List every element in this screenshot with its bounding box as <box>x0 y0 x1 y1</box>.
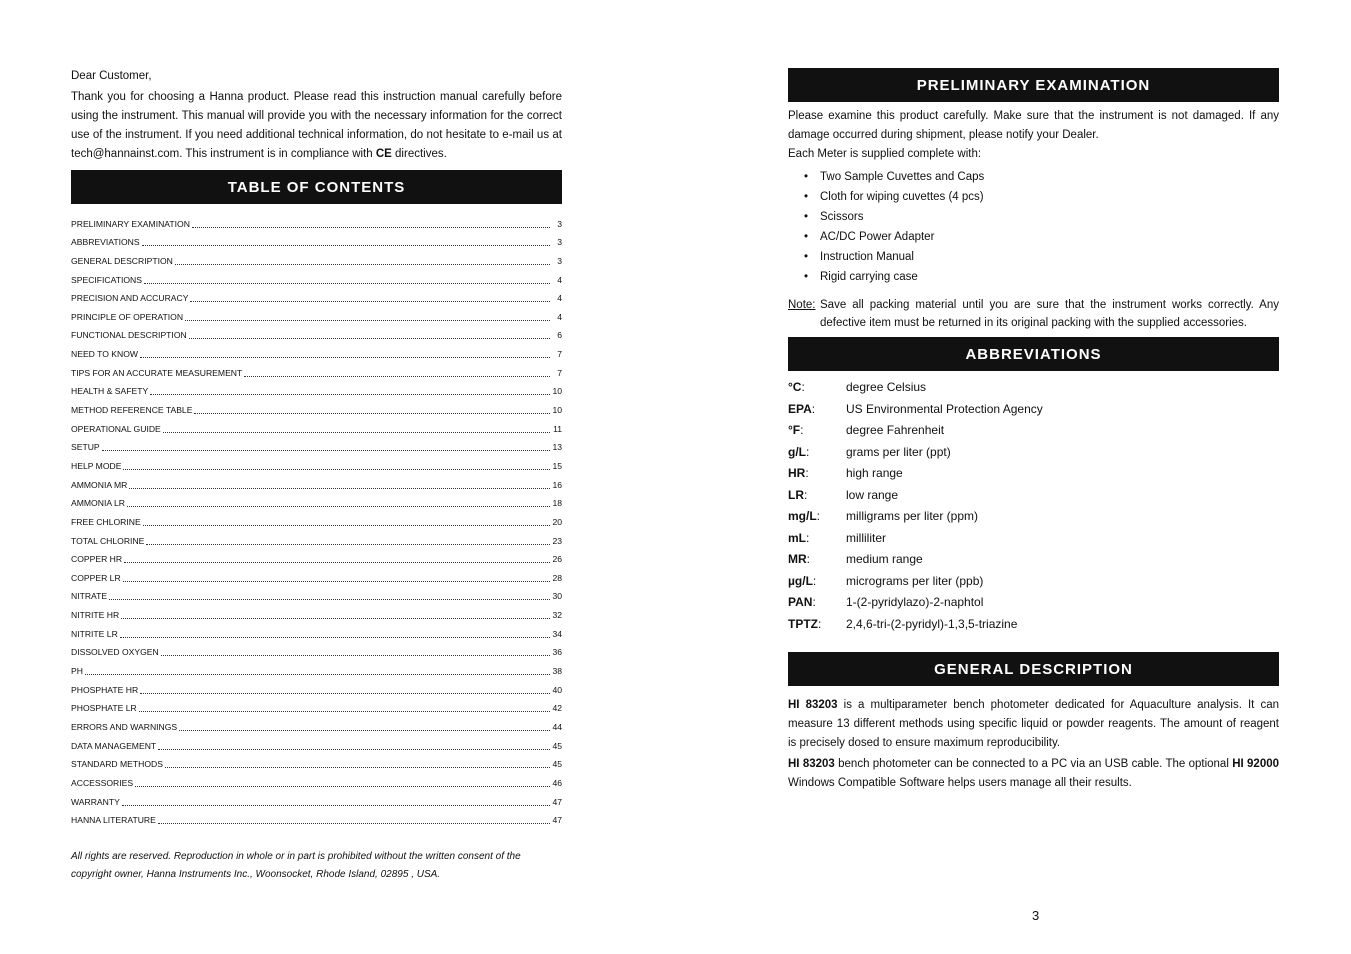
toc-entry <box>71 714 562 733</box>
toc-entry <box>71 453 562 472</box>
gen-p1-text: is a multiparameter bench photometer dedicated for Aquaculture analysis. It can measure 13 different methods using specific liquid or powder reagents. The amount of reagent is precisely dosed to ensure maximum reproducibility. <box>788 699 1279 749</box>
model-name: HI 83203 <box>788 758 835 770</box>
toc-leader-dots <box>158 749 550 750</box>
toc-entry-title: HANNA LITERATURE <box>71 815 156 826</box>
toc-entry-page: 26 <box>552 554 562 565</box>
toc-leader-dots <box>189 338 550 339</box>
toc-entry-title: NITRATE <box>71 591 108 602</box>
note-label: Note: <box>788 299 816 311</box>
toc-entry <box>71 323 562 342</box>
toc-entry-title: COPPER HR <box>71 554 123 565</box>
toc-leader-dots <box>123 469 550 470</box>
toc-entry-title: METHOD REFERENCE TABLE <box>71 405 193 416</box>
toc-entry-title: STANDARD METHODS <box>71 759 163 770</box>
bullet-icon: • <box>804 211 809 223</box>
toc-title: TABLE OF CONTENTS <box>71 170 562 204</box>
toc-leader-dots <box>140 693 550 694</box>
toc-leader-dots <box>129 488 550 489</box>
toc-entry-title: AMMONIA MR <box>71 479 128 490</box>
toc-entry <box>71 677 562 696</box>
toc-entry-page: 18 <box>552 498 562 509</box>
toc-entry-page: 46 <box>552 777 562 788</box>
toc-entry-title: PRINCIPLE OF OPERATION <box>71 311 184 322</box>
abbreviation-key: °F: <box>788 423 804 437</box>
toc-entry-page: 47 <box>552 815 562 826</box>
toc-entry <box>71 602 562 621</box>
toc-leader-dots <box>161 655 550 656</box>
toc-entry <box>71 397 562 416</box>
toc-entry-page: 34 <box>552 628 562 639</box>
abbreviation-row <box>788 549 1043 571</box>
abbreviation-key: g/L: <box>788 444 810 459</box>
bullet-icon: • <box>804 271 809 283</box>
intro-paragraph <box>71 88 562 164</box>
abbreviation-desc: micrograms per liter (ppb) <box>846 573 984 588</box>
bullet-icon: • <box>804 171 809 183</box>
toc-entry-page: 16 <box>552 479 562 490</box>
prelim-text <box>788 107 1279 164</box>
abbreviation-row <box>788 420 1043 442</box>
bullet-icon: • <box>804 251 809 263</box>
toc-entry-title: OPERATIONAL GUIDE <box>71 423 161 434</box>
toc-entry-page: 15 <box>552 460 562 471</box>
toc-entry-page: 45 <box>552 740 562 751</box>
toc-entry <box>71 248 562 267</box>
toc-leader-dots <box>192 227 550 228</box>
abbreviation-key: MR: <box>788 552 811 566</box>
abbreviation-desc: degree Celsius <box>846 380 927 394</box>
toc-entry <box>71 621 562 640</box>
abbreviation-row <box>788 442 1043 464</box>
note <box>788 296 1279 332</box>
toc-entry-page: 4 <box>557 274 562 285</box>
toc-entry-title: NEED TO KNOW <box>71 349 139 360</box>
toc-entry-title: NITRITE HR <box>71 610 120 621</box>
list-item <box>804 167 984 187</box>
toc-entry-title: COPPER LR <box>71 572 121 583</box>
abbreviation-desc: high range <box>846 466 903 480</box>
abbreviation-row <box>788 592 1043 614</box>
abbreviation-row <box>788 485 1043 507</box>
abbreviation-desc: 1-(2-pyridylazo)-2-naphtol <box>846 595 984 609</box>
software-model-name: HI 92000 <box>1232 758 1280 770</box>
abbreviation-key: °C: <box>788 380 805 394</box>
toc-leader-dots <box>139 711 550 712</box>
toc-leader-dots <box>146 544 550 545</box>
toc-entry-page: 4 <box>557 311 562 322</box>
toc-entry <box>71 267 562 286</box>
toc-entry-page: 3 <box>557 218 562 229</box>
toc-entry-page: 42 <box>552 703 562 714</box>
list-item <box>804 227 984 247</box>
abbreviation-key: PAN: <box>788 595 816 609</box>
toc-leader-dots <box>165 767 550 768</box>
toc-leader-dots <box>143 525 550 526</box>
note-text: Save all packing material until you are sure that the instrument works correctly. Any defective item must be returned in its original packing with the supplied accessories. <box>820 299 1279 329</box>
toc-entry-page: 3 <box>557 237 562 248</box>
toc-entry-page: 3 <box>557 255 562 266</box>
toc-entry <box>71 528 562 547</box>
toc-entry-title: GENERAL DESCRIPTION <box>71 255 173 266</box>
abbreviation-row <box>788 463 1043 485</box>
toc-entry <box>71 547 562 566</box>
abbreviation-key: TPTZ: <box>788 616 822 631</box>
toc-entry-title: ERRORS AND WARNINGS <box>71 721 178 732</box>
abbreviations-title: ABBREVIATIONS <box>788 337 1279 371</box>
toc-entry-page: 28 <box>552 572 562 583</box>
bullet-icon: • <box>804 191 809 203</box>
toc-leader-dots <box>124 562 550 563</box>
toc-entry-title: HEALTH & SAFETY <box>71 386 149 397</box>
list-item-label: Two Sample Cuvettes and Caps <box>820 171 985 183</box>
toc-entry-page: 11 <box>553 423 562 434</box>
toc-entry-title: SETUP <box>71 442 100 453</box>
gen-p2-text: bench photometer can be connected to a PC via an USB cable. The optional <box>834 758 1233 770</box>
toc-leader-dots <box>144 283 550 284</box>
toc-entry <box>71 341 562 360</box>
toc-entry <box>71 472 562 491</box>
toc-entry <box>71 789 562 808</box>
toc-leader-dots <box>122 805 550 806</box>
general-description-p1 <box>788 696 1279 753</box>
abbreviation-desc: 2,4,6-tri-(2-pyridyl)-1,3,5-triazine <box>846 616 1018 631</box>
toc-entry-page: 20 <box>552 516 562 527</box>
abbreviation-row <box>788 571 1043 593</box>
intro-text-end: directives. <box>391 148 447 160</box>
toc-entry <box>71 360 562 379</box>
toc-leader-dots <box>135 786 550 787</box>
toc-entry-title: TOTAL CHLORINE <box>71 535 145 546</box>
abbreviation-row <box>788 399 1043 421</box>
ce-mark: CE <box>375 148 392 160</box>
abbreviation-row <box>788 377 1043 399</box>
list-item-label: Scissors <box>820 211 864 223</box>
toc-entry-page: 10 <box>552 405 562 416</box>
toc-entry-page: 38 <box>552 666 562 677</box>
general-description-title: GENERAL DESCRIPTION <box>788 652 1279 686</box>
toc-leader-dots <box>120 637 550 638</box>
list-item <box>804 247 984 267</box>
toc-leader-dots <box>179 730 550 731</box>
toc-entry <box>71 640 562 659</box>
toc-entry-page: 32 <box>552 610 562 621</box>
model-name: HI 83203 <box>788 699 838 711</box>
toc-entry-page: 40 <box>552 684 562 695</box>
toc-entry-title: FREE CHLORINE <box>71 516 141 527</box>
toc-leader-dots <box>244 376 550 377</box>
toc-leader-dots <box>140 357 550 358</box>
toc-leader-dots <box>175 264 550 265</box>
toc-entry <box>71 491 562 510</box>
right-page <box>788 0 1279 954</box>
list-item-label: Cloth for wiping cuvettes (4 pcs) <box>820 191 984 203</box>
abbreviation-desc: milliliter <box>846 530 886 545</box>
toc-entry <box>71 696 562 715</box>
abbreviation-desc: milligrams per liter (ppm) <box>846 509 979 523</box>
left-page <box>71 0 562 954</box>
toc-entry <box>71 733 562 752</box>
toc-entry <box>71 658 562 677</box>
preliminary-examination-title: PRELIMINARY EXAMINATION <box>788 68 1279 102</box>
abbreviation-desc: grams per liter (ppt) <box>846 444 951 459</box>
toc-entry-page: 45 <box>552 759 562 770</box>
abbreviation-desc: low range <box>846 487 899 502</box>
abbreviation-row <box>788 614 1043 636</box>
toc-entry <box>71 230 562 249</box>
toc-entry-title: NITRITE LR <box>71 628 118 639</box>
toc-entry-title: PHOSPHATE HR <box>71 684 139 695</box>
table-of-contents <box>71 211 562 826</box>
toc-leader-dots <box>185 320 550 321</box>
toc-entry <box>71 286 562 305</box>
toc-entry-title: WARRANTY <box>71 796 120 807</box>
toc-entry <box>71 211 562 230</box>
abbreviation-key: HR: <box>788 466 809 480</box>
toc-leader-dots <box>190 301 550 302</box>
toc-entry <box>71 416 562 435</box>
toc-entry-page: 47 <box>552 796 562 807</box>
toc-entry-page: 44 <box>552 721 562 732</box>
gen-p2-text-end: Windows Compatible Software helps users manage all their results. <box>788 777 1132 789</box>
toc-entry-title: DISSOLVED OXYGEN <box>71 647 159 658</box>
toc-leader-dots <box>127 506 550 507</box>
toc-leader-dots <box>121 618 550 619</box>
toc-entry-title: ACCESSORIES <box>71 777 134 788</box>
toc-entry <box>71 752 562 771</box>
abbreviation-desc: degree Fahrenheit <box>846 423 945 437</box>
toc-entry-title: PHOSPHATE LR <box>71 703 137 714</box>
toc-leader-dots <box>102 450 550 451</box>
toc-entry-title: SPECIFICATIONS <box>71 274 142 285</box>
abbreviation-desc: US Environmental Protection Agency <box>846 401 1043 416</box>
abbreviation-row <box>788 506 1043 528</box>
abbreviation-key: mL: <box>788 530 810 545</box>
copyright-notice: All rights are reserved. Reproduction in whole or in part is prohibited without the written consent of the copyright owner, Hanna Instruments Inc., Woonsocket, Rhode Island, 02895 , USA. <box>71 851 521 880</box>
toc-entry <box>71 770 562 789</box>
list-item-label: Rigid carrying case <box>820 271 918 283</box>
supplied-items-list <box>804 167 984 287</box>
toc-entry-title: FUNCTIONAL DESCRIPTION <box>71 330 187 341</box>
intro-text: Thank you for choosing a Hanna product. Please read this instruction manual carefully before using the instrument. This manual will provide you with the necessary information for the correct use of the instrument. If you need additional technical information, do not hesitate to e-mail us at tech@hannainst.com. This instrument is in compliance with <box>71 91 562 160</box>
toc-entry-page: 6 <box>557 330 562 341</box>
toc-entry-page: 7 <box>557 367 562 378</box>
abbreviation-key: µg/L: <box>788 573 817 588</box>
greeting: Dear Customer, <box>71 70 152 82</box>
toc-entry-page: 7 <box>557 349 562 360</box>
toc-leader-dots <box>85 674 550 675</box>
list-item-label: Instruction Manual <box>820 251 914 263</box>
general-description <box>788 696 1279 793</box>
abbreviation-key: LR: <box>788 487 808 502</box>
prelim-text-body: Please examine this product carefully. Make sure that the instrument is not damaged. If any damage occurred during shipment, please notify your Dealer. <box>788 110 1279 141</box>
toc-leader-dots <box>150 394 550 395</box>
list-item <box>804 267 984 287</box>
toc-entry-page: 23 <box>552 535 562 546</box>
list-item <box>804 187 984 207</box>
toc-entry-page: 30 <box>552 591 562 602</box>
toc-entry-title: PRELIMINARY EXAMINATION <box>71 218 190 229</box>
toc-entry-title: TIPS FOR AN ACCURATE MEASUREMENT <box>71 367 243 378</box>
toc-entry-page: 13 <box>552 442 562 453</box>
toc-leader-dots <box>194 413 550 414</box>
toc-leader-dots <box>123 581 550 582</box>
toc-entry <box>71 565 562 584</box>
abbreviations-list <box>788 377 1043 635</box>
general-description-p2 <box>788 755 1279 793</box>
toc-entry-title: AMMONIA LR <box>71 498 125 509</box>
toc-entry <box>71 509 562 528</box>
toc-entry-title: HELP MODE <box>71 460 122 471</box>
abbreviation-key: EPA: <box>788 401 816 416</box>
supplied-text: Each Meter is supplied complete with: <box>788 148 982 160</box>
toc-entry <box>71 435 562 454</box>
toc-entry-title: DATA MANAGEMENT <box>71 740 157 751</box>
bullet-icon: • <box>804 231 809 243</box>
toc-entry <box>71 379 562 398</box>
toc-leader-dots <box>158 823 550 824</box>
toc-leader-dots <box>163 432 550 433</box>
toc-entry <box>71 304 562 323</box>
abbreviation-desc: medium range <box>846 552 923 566</box>
list-item-label: AC/DC Power Adapter <box>820 231 935 243</box>
toc-entry-page: 10 <box>552 386 562 397</box>
toc-entry <box>71 584 562 603</box>
toc-leader-dots <box>142 245 550 246</box>
page-number: 3 <box>1032 908 1040 923</box>
toc-entry-title: PRECISION AND ACCURACY <box>71 293 189 304</box>
toc-entry-page: 4 <box>557 293 562 304</box>
toc-entry-title: ABBREVIATIONS <box>71 237 140 248</box>
abbreviation-key: mg/L: <box>788 509 821 523</box>
toc-entry-page: 36 <box>552 647 562 658</box>
toc-leader-dots <box>109 599 550 600</box>
toc-entry-title: PH <box>71 666 83 677</box>
abbreviation-row <box>788 528 1043 550</box>
list-item <box>804 207 984 227</box>
toc-entry <box>71 808 562 827</box>
